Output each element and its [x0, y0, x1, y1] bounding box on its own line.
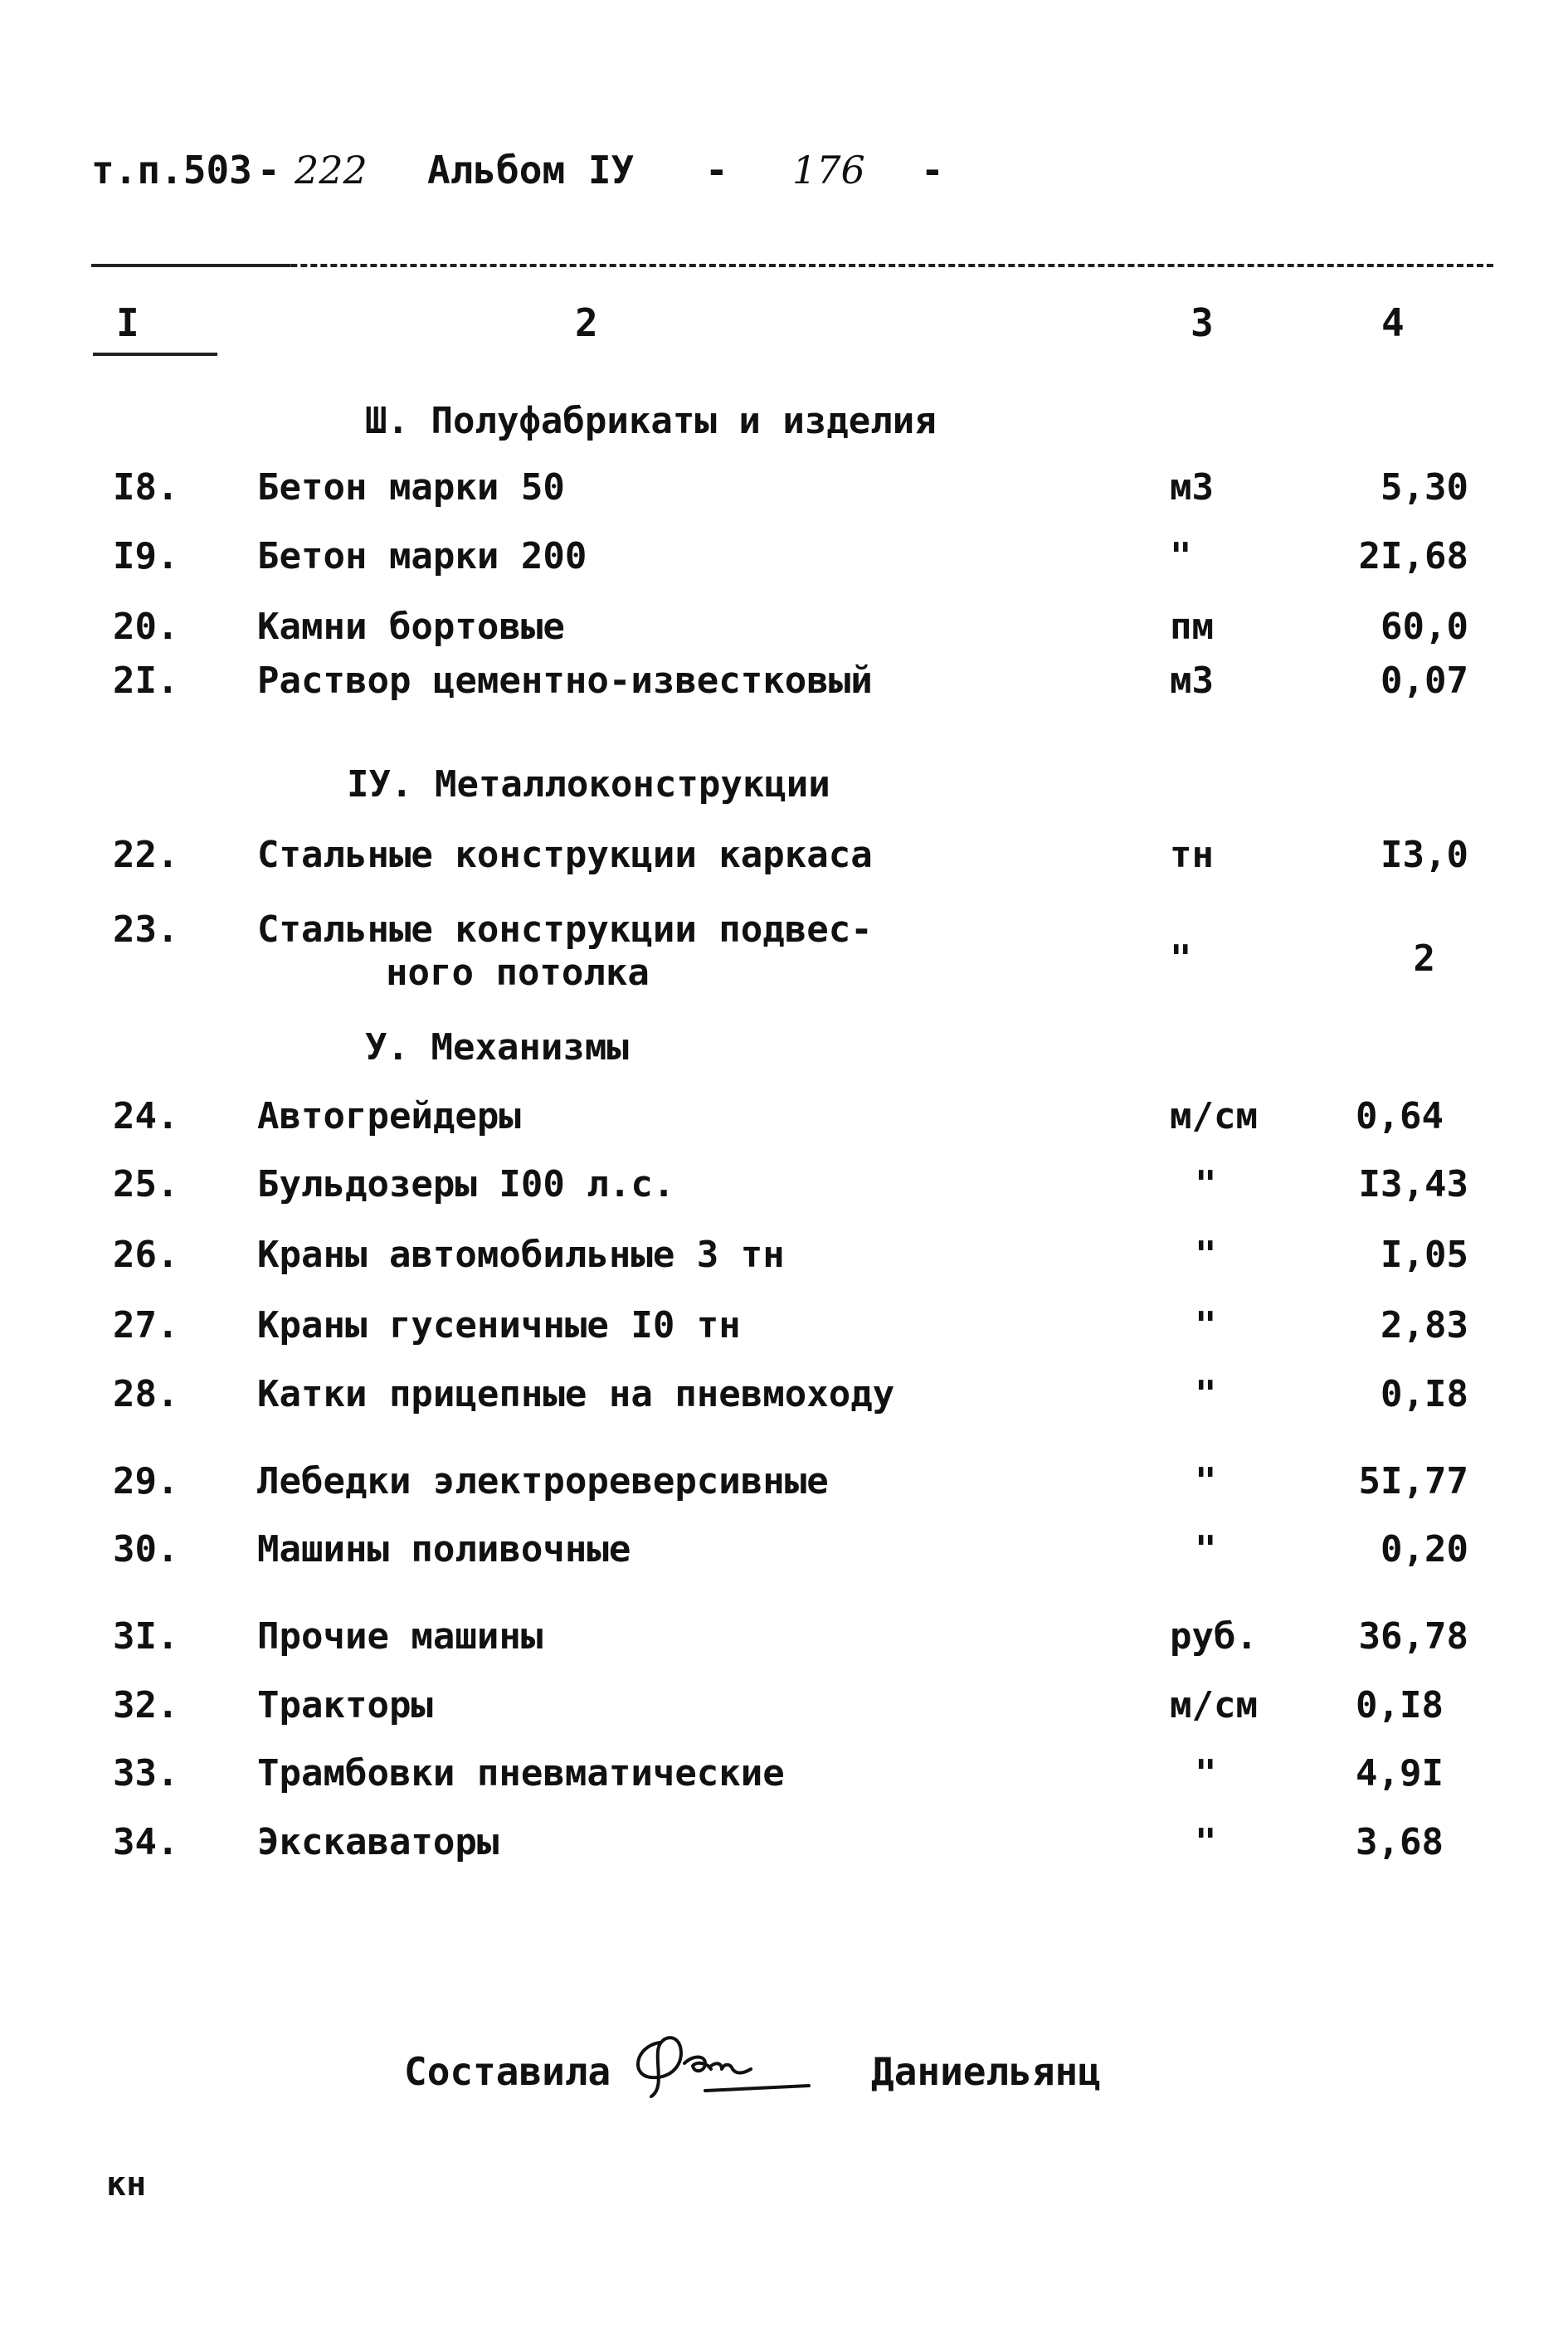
- row-value: I3,0: [1381, 834, 1468, 876]
- row-number: 33.: [113, 1752, 179, 1794]
- table-row: [0, 1095, 1568, 1145]
- row-number: 23.: [113, 908, 179, 951]
- table-row: [0, 1460, 1568, 1510]
- table-row: [0, 1752, 1568, 1802]
- table-row: [0, 1373, 1568, 1423]
- row-number: I9.: [113, 535, 179, 577]
- compiler-name: Даниельянц: [871, 2049, 1101, 2094]
- row-value: 5,30: [1381, 466, 1468, 509]
- row-unit: м3: [1170, 466, 1214, 509]
- row-unit: ": [1195, 1373, 1217, 1415]
- table-row: [0, 1163, 1568, 1213]
- column-number-2: 2: [575, 300, 598, 345]
- row-number: 30.: [113, 1528, 179, 1570]
- row-number: 29.: [113, 1460, 179, 1502]
- row-number: 24.: [113, 1095, 179, 1137]
- row-number: 34.: [113, 1821, 179, 1863]
- row-value: 2: [1413, 937, 1435, 980]
- row-number: 22.: [113, 834, 179, 876]
- row-number: 32.: [113, 1684, 179, 1726]
- row-value: 5I,77: [1358, 1460, 1468, 1502]
- row-value: 3,68: [1356, 1821, 1444, 1863]
- row-name: Машины поливочные: [257, 1528, 631, 1570]
- row-name: Трамбовки пневматические: [257, 1752, 785, 1794]
- row-unit: м/см: [1170, 1095, 1258, 1137]
- table-row: [0, 466, 1568, 516]
- row-number: 27.: [113, 1304, 179, 1346]
- header-dash: -: [257, 148, 280, 192]
- compiled-by-label: Составила: [404, 2049, 611, 2094]
- row-number: 3I.: [113, 1615, 179, 1658]
- table-row: [0, 535, 1568, 585]
- column-number-1: I: [116, 300, 139, 345]
- row-unit: ": [1195, 1752, 1217, 1794]
- row-value: 4,9I: [1356, 1752, 1444, 1794]
- row-name-continuation: ного потолка: [386, 952, 650, 994]
- header-dash: -: [921, 148, 944, 192]
- row-value: 0,20: [1381, 1528, 1468, 1570]
- album-label: Альбом IУ: [427, 148, 635, 192]
- row-unit: м/см: [1170, 1684, 1258, 1726]
- row-unit: ": [1195, 1528, 1217, 1570]
- table-row: [0, 660, 1568, 709]
- row-number: I8.: [113, 466, 179, 509]
- row-name: Раствор цементно-известковый: [257, 660, 873, 702]
- row-name: Тракторы: [257, 1684, 433, 1726]
- row-value: 2,83: [1381, 1304, 1468, 1346]
- row-name: Лебедки электрореверсивные: [257, 1460, 829, 1502]
- row-name: Краны гусеничные I0 тн: [257, 1304, 741, 1346]
- header-dash: -: [705, 148, 728, 192]
- row-unit: тн: [1170, 834, 1214, 876]
- row-name: Автогрейдеры: [257, 1095, 521, 1137]
- table-row: [0, 606, 1568, 655]
- row-name: Катки прицепные на пневмоходу: [257, 1373, 895, 1415]
- row-number: 2I.: [113, 660, 179, 702]
- row-name: Стальные конструкции каркаса: [257, 834, 873, 876]
- row-value: 0,07: [1381, 660, 1468, 702]
- header-rule: [91, 264, 1493, 267]
- row-value: 0,64: [1356, 1095, 1444, 1137]
- row-unit: ": [1195, 1821, 1217, 1863]
- row-value: 36,78: [1358, 1615, 1468, 1658]
- row-unit: ": [1195, 1163, 1217, 1205]
- row-name: Экскаваторы: [257, 1821, 499, 1863]
- row-unit: пм: [1170, 606, 1214, 648]
- row-value: I,05: [1381, 1234, 1468, 1276]
- row-value: I3,43: [1358, 1163, 1468, 1205]
- row-name: Стальные конструкции подвес-: [257, 908, 873, 951]
- row-number: 25.: [113, 1163, 179, 1205]
- row-name: Бетон марки 50: [257, 466, 565, 509]
- page-number: 176: [792, 148, 865, 192]
- table-row: [0, 1304, 1568, 1354]
- row-value: 0,I8: [1356, 1684, 1444, 1726]
- column-number-4: 4: [1381, 300, 1405, 345]
- table-row: [0, 1821, 1568, 1871]
- row-name: Камни бортовые: [257, 606, 565, 648]
- row-unit: ": [1195, 1460, 1217, 1502]
- section-title: У. Механизмы: [365, 1026, 629, 1069]
- row-name: Прочие машины: [257, 1615, 543, 1658]
- row-name: Краны автомобильные 3 тн: [257, 1234, 785, 1276]
- row-number: 26.: [113, 1234, 179, 1276]
- section-title: Ш. Полуфабрикаты и изделия: [365, 400, 937, 442]
- table-row: [0, 834, 1568, 884]
- row-unit: руб.: [1170, 1615, 1258, 1658]
- signature: [626, 2018, 817, 2109]
- row-unit: ": [1170, 937, 1192, 980]
- table-row: [0, 1615, 1568, 1665]
- row-name: Бульдозеры I00 л.с.: [257, 1163, 675, 1205]
- header-rule-solid: [91, 264, 290, 267]
- column-underline: [93, 353, 217, 356]
- row-unit: м3: [1170, 660, 1214, 702]
- doc-reference: т.п.503: [91, 148, 252, 192]
- table-row: [0, 1234, 1568, 1283]
- row-number: 28.: [113, 1373, 179, 1415]
- row-unit: ": [1170, 535, 1192, 577]
- row-number: 20.: [113, 606, 179, 648]
- table-row: [0, 1528, 1568, 1578]
- row-unit: ": [1195, 1234, 1217, 1276]
- section-title: IУ. Металлоконструкции: [347, 763, 830, 806]
- column-number-3: 3: [1191, 300, 1214, 345]
- series-number: 222: [295, 148, 368, 192]
- row-name: Бетон марки 200: [257, 535, 587, 577]
- row-value: 2I,68: [1358, 535, 1468, 577]
- row-value: 0,I8: [1381, 1373, 1468, 1415]
- corner-mark: кн: [106, 2165, 147, 2203]
- row-value: 60,0: [1381, 606, 1468, 648]
- row-unit: ": [1195, 1304, 1217, 1346]
- table-row: [0, 908, 1568, 1008]
- table-row: [0, 1684, 1568, 1734]
